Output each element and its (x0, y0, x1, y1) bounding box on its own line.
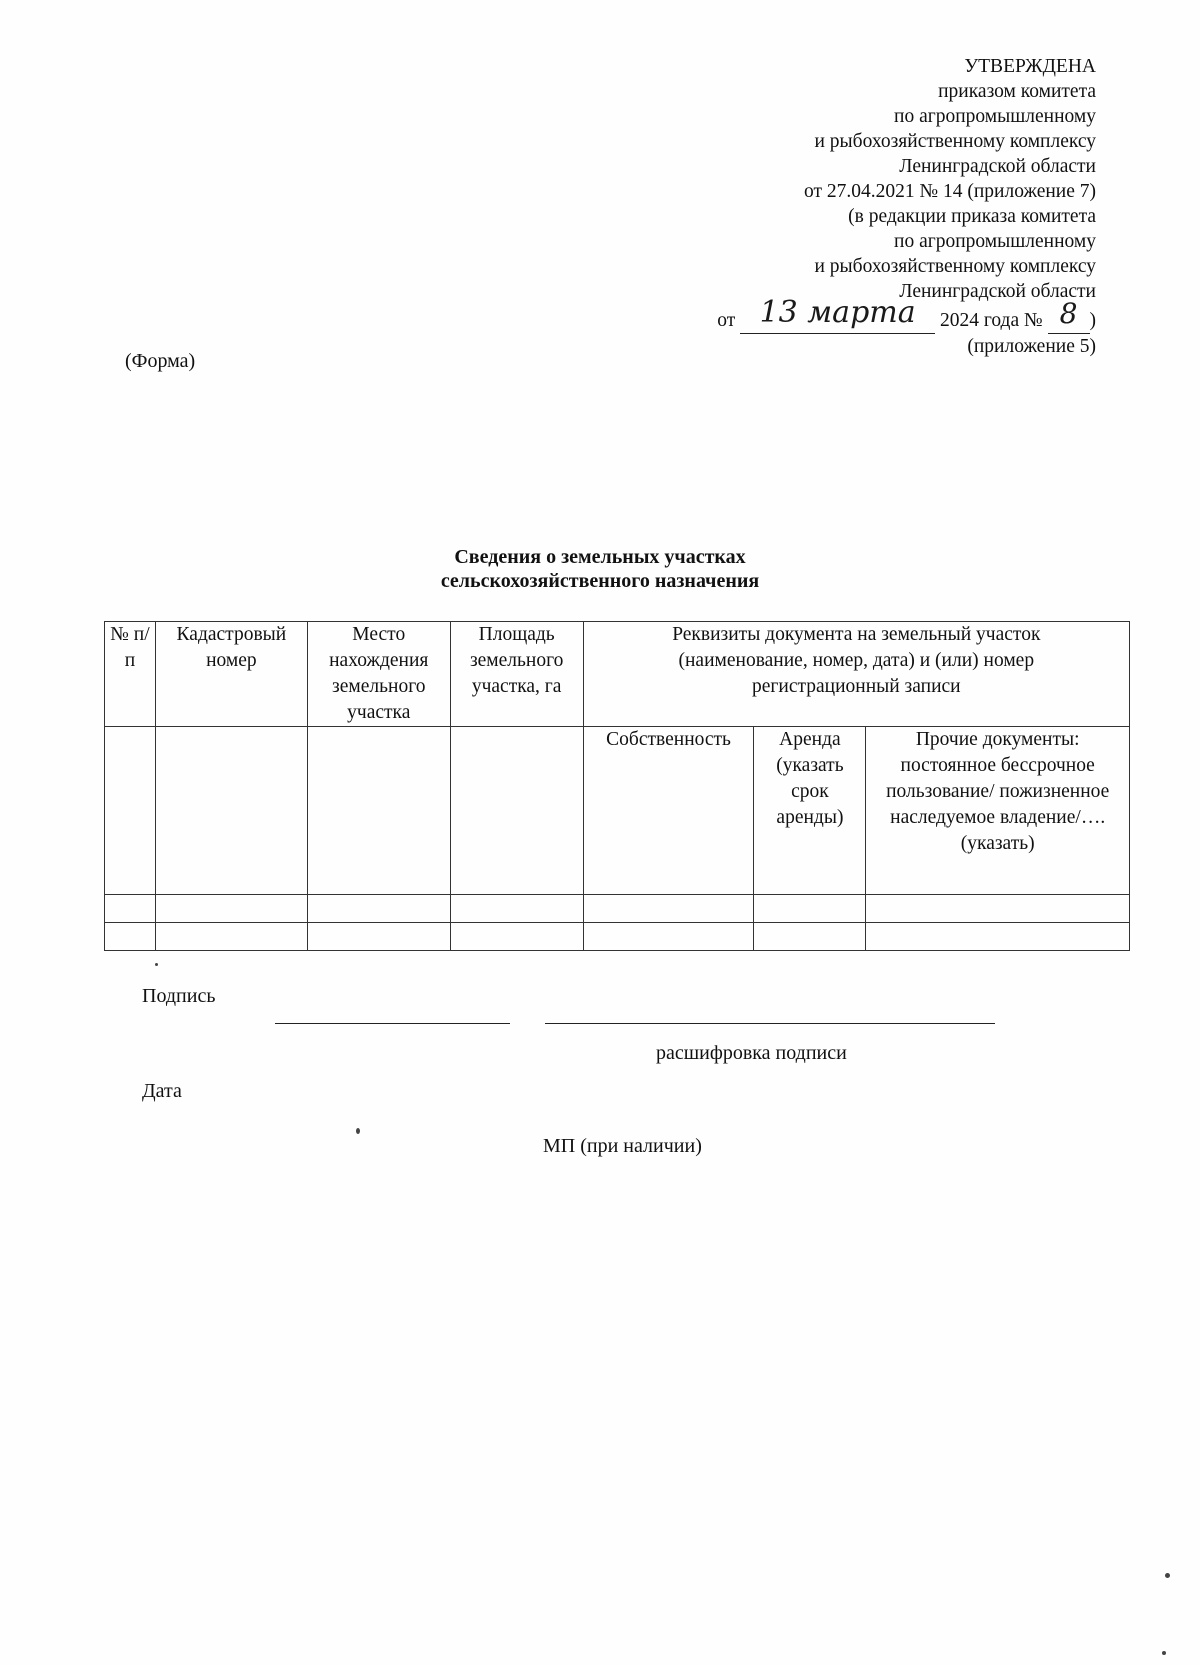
scan-speck (356, 1128, 360, 1134)
approval-block (717, 54, 1096, 359)
table-cell (155, 895, 307, 923)
date-suffix: ) (1089, 310, 1096, 331)
form-label: (Форма) (125, 350, 196, 372)
document-title (0, 545, 1200, 593)
subheader-lease: Аренда (указать срок аренды) (754, 727, 866, 895)
table-row (105, 923, 1130, 951)
table-cell (583, 895, 754, 923)
approval-line: Ленинградской области (899, 156, 1096, 177)
approval-line: и рыбохозяйственному комплексу (814, 131, 1096, 152)
approval-line: приказом комитета (938, 81, 1096, 102)
table-cell (155, 923, 307, 951)
table-cell (105, 727, 156, 895)
scan-speck (1165, 1573, 1170, 1578)
header-area: Площадь земельного участка, га (450, 622, 583, 727)
table-cell (450, 923, 583, 951)
date-label: Дата (142, 1080, 182, 1102)
approval-line: (в редакции приказа комитета (848, 206, 1096, 227)
table-header-row (105, 622, 1130, 727)
handwritten-date: 13 марта (759, 295, 916, 330)
approval-line: по агропромышленному (894, 106, 1096, 127)
number-field (1048, 297, 1090, 334)
header-requisites: Реквизиты документа на земельный участок (наименование, номер, дата) и (или) номер регистрационный записи (583, 622, 1129, 727)
scan-speck (1162, 1651, 1166, 1655)
header-cadastral: Кадастровый номер (155, 622, 307, 727)
table-cell (307, 923, 450, 951)
table-cell (866, 923, 1130, 951)
signature-label: Подпись (142, 985, 216, 1007)
header-location: Место нахождения земельного участка (307, 622, 450, 727)
subheader-other: Прочие документы: постоянное бессрочное пользование/ пожизненное наследуемое владение/….(указать) (866, 727, 1130, 895)
table-cell (866, 895, 1130, 923)
table-subheader-row (105, 727, 1130, 895)
approval-appendix: (приложение 5) (967, 336, 1096, 357)
approval-date-line (717, 295, 1096, 334)
land-plots-table (104, 621, 1130, 951)
stamp-label: МП (при наличии) (543, 1135, 702, 1157)
table-cell (155, 727, 307, 895)
signature-decode-line (545, 1023, 995, 1024)
table-cell (450, 895, 583, 923)
signature-line (275, 1023, 510, 1024)
approval-line: от 27.04.2021 № 14 (приложение 7) (804, 181, 1096, 202)
handwritten-number: 8 (1059, 297, 1078, 330)
date-prefix: от (717, 310, 736, 331)
approval-line: по агропромышленному (894, 231, 1096, 252)
header-num: № п/п (105, 622, 156, 727)
date-field (740, 295, 935, 334)
table-cell (450, 727, 583, 895)
table-cell (307, 727, 450, 895)
signature-decode-label: расшифровка подписи (656, 1042, 847, 1064)
date-middle: 2024 года № (939, 310, 1043, 331)
table-cell (307, 895, 450, 923)
table-cell (754, 923, 866, 951)
table-cell (583, 923, 754, 951)
scan-speck (155, 963, 158, 966)
approval-heading: УТВЕРЖДЕНА (964, 56, 1096, 77)
approval-line: Ленинградской области (899, 281, 1096, 302)
title-line-2: сельскохозяйственного назначения (440, 570, 760, 592)
table-cell (754, 895, 866, 923)
table-cell (105, 923, 156, 951)
subheader-ownership: Собственность (583, 727, 754, 895)
table-cell (105, 895, 156, 923)
title-line-1: Сведения о земельных участках (454, 546, 746, 568)
approval-line: и рыбохозяйственному комплексу (814, 256, 1096, 277)
table-row (105, 895, 1130, 923)
